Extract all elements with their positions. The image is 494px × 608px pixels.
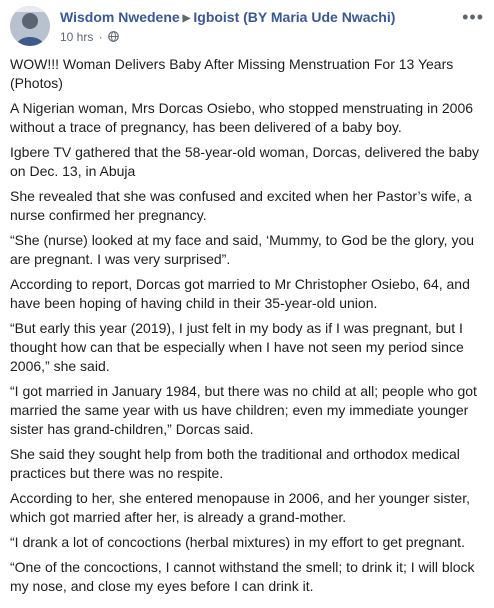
timestamp-link[interactable]: 10 hrs	[60, 30, 94, 44]
post-paragraph: According to report, Dorcas got married to Mr Christopher Osiebo, 64, and have been hoping of having child in their 35-year-old union.	[10, 276, 470, 311]
group-name-link[interactable]: Igboist (BY Maria Ude Nwachi)	[193, 9, 396, 25]
post-paragraph: A Nigerian woman, Mrs Dorcas Osiebo, who stopped menstruating in 2006 without a trace of pregnancy, has been delivered of a baby boy.	[10, 100, 474, 135]
post-paragraph: According to her, she entered menopause in 2006, and her younger sister, which got married after her, is already a grand-mother.	[10, 490, 470, 525]
author-name-link[interactable]: Wisdom Nwedene	[60, 9, 180, 25]
post-paragraph: “I drank a lot of concoctions (herbal mixtures) in my effort to get pregnant.	[10, 534, 465, 550]
post-paragraph: “I got married in January 1984, but there was no child at all; people who got married the same year with us have children; even my immediate younger sister has grand-children,” Dorcas said.	[10, 383, 477, 437]
post-paragraph: “One of the concoctions, I cannot withstand the smell; to drink it; I will block my nose, and close my eyes before I can drink it.	[10, 559, 475, 594]
post-paragraph: “But early this year (2019), I just felt in my body as if I was pregnant, but I thought how can that be especially when I have not seen my period since 2006,” she said.	[10, 320, 464, 374]
author-line	[60, 9, 395, 25]
post-header	[0, 0, 494, 50]
post-paragraph: “She (nurse) looked at my face and said, ‘Mummy, to God be the glory, you are pregnant. I was very surprised”.	[10, 232, 475, 267]
avatar[interactable]	[10, 6, 50, 46]
right-caret-icon: ▶	[182, 13, 191, 24]
post-body	[10, 55, 486, 602]
avatar-image	[10, 6, 50, 46]
post-paragraph: WOW!!! Woman Delivers Baby After Missing Menstruation For 13 Years (Photos)	[10, 56, 454, 91]
globe-icon[interactable]	[108, 31, 119, 42]
post-paragraph: Igbere TV gathered that the 58-year-old woman, Dorcas, delivered the baby on Dec. 13, in Abuja	[10, 144, 480, 179]
post-paragraph: She revealed that she was confused and excited when her Pastor’s wife, a nurse confirmed her pregnancy.	[10, 188, 472, 223]
more-options-icon[interactable]: •••	[462, 7, 484, 27]
meta-separator: ·	[98, 30, 103, 44]
post-meta	[60, 30, 119, 44]
post-paragraph: She said they sought help from both the traditional and orthodox medical practices but there was no respite.	[10, 446, 460, 481]
